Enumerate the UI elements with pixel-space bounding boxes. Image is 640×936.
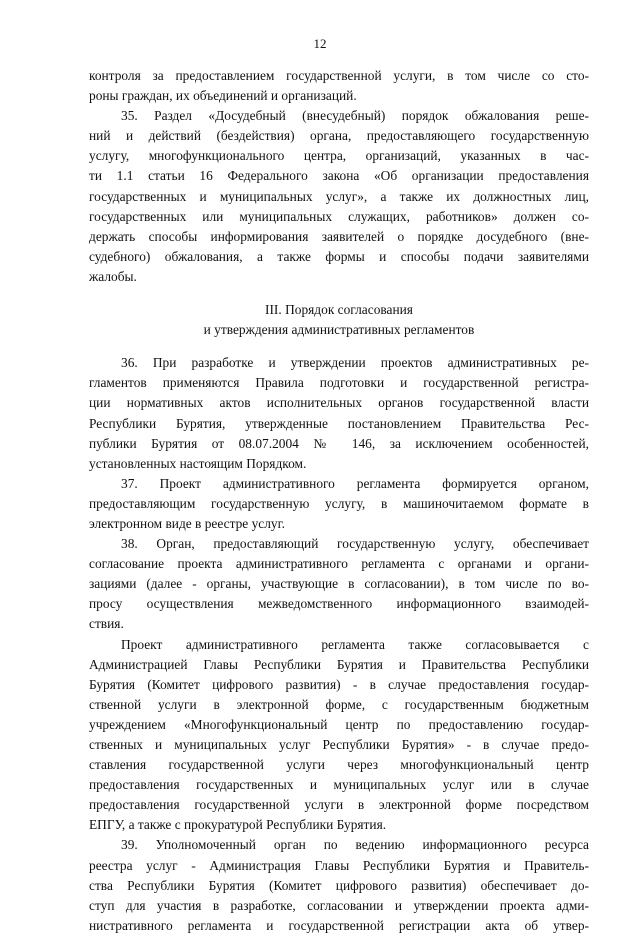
paragraph-line: Проект административного регламента также согласовывается с [121, 636, 589, 652]
paragraphs-after-heading [89, 353, 589, 936]
paragraph-line: установленных настоящим Порядком. [89, 455, 307, 471]
paragraph-line: ти 1.1 статьи 16 Федерального закона «Об организации предоставления [89, 168, 589, 184]
paragraph-line: роны граждан, их объединений и организаций. [89, 88, 357, 104]
paragraph-line: публики Бурятия от 08.07.2004 № 146, за исключением особенностей, [89, 435, 589, 451]
section-heading [89, 300, 589, 340]
paragraph-line: согласование проекта административного регламента с органами и органи- [89, 556, 589, 572]
paragraph-line: нистративного регламента и государственной регистрации акта об утвер- [89, 917, 589, 933]
section-heading-line-1: III. Порядок согласования [265, 302, 413, 318]
paragraph-line: ЕПГУ, а также с прокуратурой Республики Бурятия. [89, 817, 387, 833]
paragraph-line: 35. Раздел «Досудебный (внесудебный) порядок обжалования реше- [121, 108, 589, 124]
paragraph-line: ции нормативных актов исполнительных органов государственной власти [89, 395, 589, 411]
paragraph-line: ставления государственной услуги через многофункциональный центр [89, 757, 589, 773]
paragraph-line: Администрацией Главы Республики Бурятия и Правительства Республики [89, 656, 589, 672]
paragraph-line: Бурятия (Комитет цифрового развития) - в случае предоставления государ- [89, 676, 589, 692]
paragraph-line: контроля за предоставлением государственной услуги, в том числе со сто- [89, 68, 589, 83]
paragraph-line: просу осуществления межведомственного информационного взаимодей- [89, 596, 589, 612]
paragraph-line: 37. Проект административного регламента формируется органом, [121, 475, 589, 491]
paragraph-line: гламентов применяются Правила подготовки и государственной регистра- [89, 375, 589, 391]
paragraph-line: Республики Бурятия, утвержденные постановлением Правительства Рес- [89, 415, 589, 431]
paragraph-line: 39. Уполномоченный орган по ведению информационного ресурса [121, 837, 589, 853]
paragraph-line: 36. При разработке и утверждении проектов административных ре- [121, 355, 589, 371]
paragraph-line: реестра услуг - Администрация Главы Республики Бурятия и Правитель- [89, 857, 589, 873]
paragraph-line: учреждением «Многофункциональный центр по предоставлению государ- [89, 716, 589, 732]
paragraph-line: электронном виде в реестре услуг. [89, 515, 285, 531]
paragraph-p37 [89, 474, 589, 534]
paragraph-p38b [89, 635, 589, 836]
section-heading-line-2: и утверждения административных регламентов [203, 322, 475, 338]
paragraph-p36 [89, 353, 589, 474]
paragraph-line: ний и действий (бездействия) органа, предоставляющего государственную [89, 128, 589, 144]
paragraph-line: услугу, многофункционального центра, организаций, указанных в час- [89, 148, 589, 164]
page-number: 12 [313, 36, 327, 51]
paragraph-line: предоставляющим государственную услугу, в машиночитаемом формате в [89, 495, 589, 511]
paragraph-p0 [89, 66, 589, 106]
paragraph-line: 38. Орган, предоставляющий государственную услугу, обеспечивает [121, 536, 589, 552]
paragraph-line: государственных или муниципальных служащих, работников» должен со- [89, 208, 589, 224]
paragraph-line: государственных и муниципальных услуг», а также их должностных лиц, [89, 188, 589, 204]
paragraph-line: ступ для участия в разработке, согласовании и утверждении проекта адми- [89, 897, 589, 913]
paragraph-line: предоставления государственных и муниципальных услуг или в случае [89, 777, 589, 793]
paragraph-line: ства Республики Бурятия (Комитет цифрового развития) обеспечивает до- [89, 877, 589, 893]
paragraph-line: ственных и муниципальных услуг Республики Бурятия» - в случае предо- [89, 737, 589, 752]
paragraph-p39 [89, 835, 589, 935]
paragraph-line: ственной услуги в электронной форме, с государственным бюджетным [89, 696, 589, 712]
paragraph-p35 [89, 106, 589, 287]
paragraph-line: жалобы. [89, 268, 137, 284]
paragraph-p38 [89, 534, 589, 634]
paragraph-line: зациями (далее - органы, участвующие в согласовании), в том числе по во- [89, 576, 589, 592]
paragraph-line: держать способы информирования заявителей о порядке досудебного (вне- [89, 228, 589, 244]
paragraph-line: ствия. [89, 616, 124, 632]
document-body [89, 66, 589, 936]
paragraph-line: судебного) обжалования, а также формы и способы подачи заявителями [89, 248, 589, 264]
paragraphs-before-heading [89, 66, 589, 287]
paragraph-line: предоставления государственной услуги в электронной форме посредством [89, 797, 589, 813]
